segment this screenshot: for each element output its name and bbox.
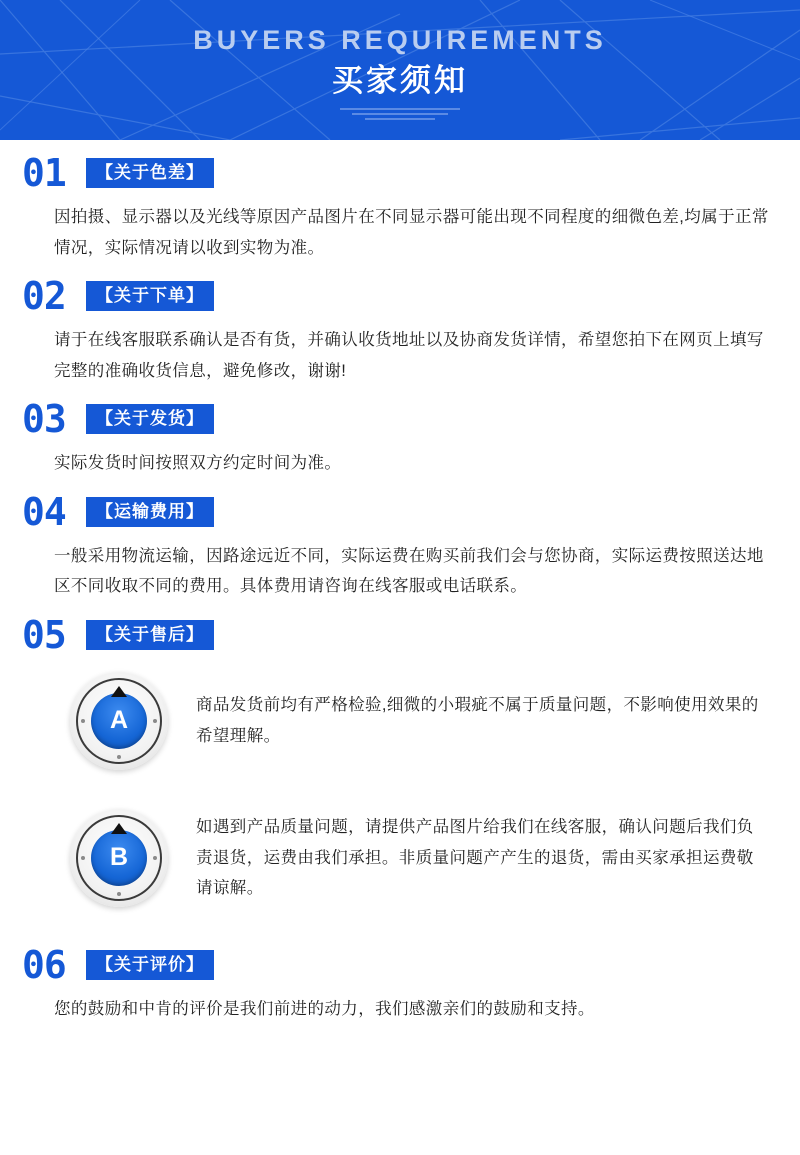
content-area — [0, 151, 800, 1025]
banner-underline — [340, 108, 460, 120]
section-text: 您的鼓励和中肯的评价是我们前进的动力，我们感激亲们的鼓励和支持。 — [54, 1000, 595, 1019]
section-number: 01 — [22, 151, 66, 195]
section-tag: 【关于发货】 — [86, 404, 214, 434]
badge-letter: B — [91, 830, 147, 886]
section-ordering — [22, 274, 778, 386]
section-color-difference — [22, 151, 778, 263]
section-number: 05 — [22, 612, 66, 657]
bullet-item — [22, 796, 778, 921]
section-tag: 【关于下单】 — [86, 281, 214, 311]
banner-title-en: BUYERS REQUIREMENTS — [193, 25, 607, 55]
section-header — [22, 943, 778, 988]
bullet-item — [22, 672, 778, 770]
bullet-text: 如遇到产品质量问题，请提供产品图片给我们在线客服，确认问题后我们负责退货，运费由我们承担。非质量问题产产生的退货，需由买家承担运费敬请谅解。 — [196, 818, 754, 898]
badge-b-icon — [70, 809, 168, 907]
section-text: 请于在线客服联系确认是否有货，并确认收货地址以及协商发货详情，希望您拍下在网页上填写完整的准确收货信息，避免修改，谢谢! — [54, 331, 764, 380]
section-reviews — [22, 943, 778, 1025]
triangle-marker-icon — [111, 823, 127, 834]
section-number: 06 — [22, 943, 66, 988]
section-tag: 【关于售后】 — [86, 620, 214, 650]
bullet-text: 商品发货前均有严格检验,细微的小瑕疵不属于质量问题，不影响使用效果的希望理解。 — [196, 696, 759, 745]
section-tag: 【关于色差】 — [86, 158, 214, 188]
section-tag: 【运输费用】 — [86, 497, 214, 527]
section-number: 04 — [22, 489, 66, 534]
section-number: 02 — [22, 274, 66, 319]
section-header — [22, 151, 778, 195]
banner-title-cn: 买家须知 — [332, 62, 468, 98]
section-number: 03 — [22, 397, 66, 442]
section-freight — [22, 489, 778, 602]
badge-a-icon — [70, 672, 168, 770]
section-text: 一般采用物流运输，因路途远近不同，实际运费在购买前我们会与您协商，实际运费按照送达地区不同收取不同的费用。具体费用请咨询在线客服或电话联系。 — [54, 546, 764, 596]
section-tag: 【关于评价】 — [86, 950, 214, 980]
section-shipping — [22, 397, 778, 479]
section-header — [22, 489, 778, 534]
section-text: 因拍摄、显示器以及光线等原因产品图片在不同显示器可能出现不同程度的细微色差,均属于正常情况，实际情况请以收到实物为准。 — [54, 208, 769, 257]
section-after-sales — [22, 612, 778, 921]
triangle-marker-icon — [111, 686, 127, 697]
section-header — [22, 397, 778, 442]
section-text: 实际发货时间按照双方约定时间为准。 — [54, 454, 342, 473]
section-header — [22, 274, 778, 319]
after-sales-bullets — [22, 672, 778, 921]
section-header — [22, 612, 778, 657]
header-banner — [0, 0, 800, 140]
badge-letter: A — [91, 693, 147, 749]
banner-title-block — [0, 0, 800, 120]
